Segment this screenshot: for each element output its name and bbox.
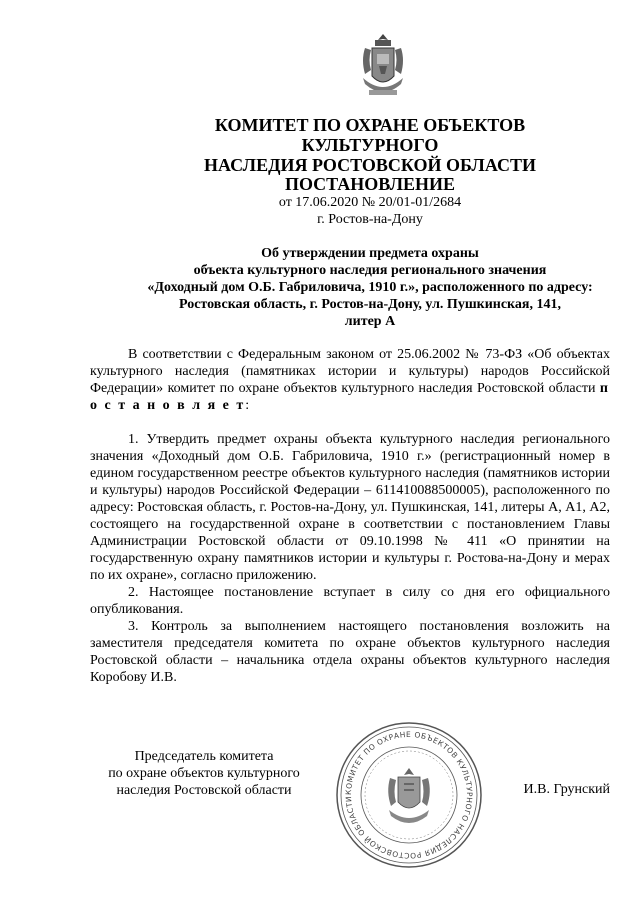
preamble-paragraph [90,346,610,414]
subject-line-4: Ростовская область, г. Ростов-на-Дону, ул. Пушкинская, 141, [179,297,561,312]
document-type: ПОСТАНОВЛЕНИЕ [284,174,456,194]
subject-line-2: объекта культурного наследия регионального значения [193,263,547,278]
clause-3: 3. Контроль за выполнением настоящего постановления возложить на заместителя председателя комитета по охране объектов культурного наследия Ростовской области – начальника отдела охраны объектов культурного наследия Коробову И.В. [90,619,610,685]
position-line-3: наследия Ростовской области [116,783,292,798]
subject-line-3: «Доходный дом О.Б. Габриловича, 1910 г.», расположенного по адресу: [147,280,593,295]
document-body [90,346,610,686]
document-city: г. Ростов-на-Дону [317,212,423,227]
signatory-position [98,748,310,799]
preamble-colon: : [245,398,250,413]
official-seal-icon [334,720,484,870]
preamble-text: В соответствии с Федеральным законом от 25.06.2002 № 73-ФЗ «Об объектах культурного наследия (памятниках истории и культуры) народов Российской Федерации» комитет по охране объектов культурного наследия Ростовской области [90,347,610,396]
document-number-date: от 17.06.2020 № 20/01-01/2684 [278,195,462,210]
coat-of-arms-icon [355,30,411,102]
clause-2: 2. Настоящее постановление вступает в силу со дня его официального опубликования. [90,585,610,617]
subject-line-1: Об утверждении предмета охраны [261,246,479,261]
document-subject [120,245,620,330]
decree-word: п о с т а н о в л я е т [90,381,610,413]
subject-line-5: литер А [344,314,396,329]
position-line-1: Председатель комитета [134,749,274,764]
committee-line-2: НАСЛЕДИЯ РОСТОВСКОЙ ОБЛАСТИ [204,155,536,175]
clause-1: 1. Утвердить предмет охраны объекта культурного наследия регионального значения «Доходный дом О.Б. Габриловича, 1910 г.» (регистрационный номер в едином государственном реестре объектов культурного наследия (памятников истории и культуры) народов Российской Федерации – 611410088500005), расположенного по адресу: Ростовская область, г. Ростов-на-Дону, ул. Пушкинская, 141, литеры А, А1, А2, состоящего на государственной охране в соответствии с постановлением Главы Администрации Ростовской области от 09.10.1998 № 411 «О принятии на государственную охрану памятников истории и культуры г. Ростова-на-Дону и мерах по их охране», согласно приложению. [90,432,610,583]
committee-header [150,115,590,175]
position-line-2: по охране объектов культурного [108,766,300,781]
signatory-name: И.В. Грунский [523,782,610,797]
committee-line-1: КОМИТЕТ ПО ОХРАНЕ ОБЪЕКТОВ КУЛЬТУРНОГО [214,115,526,155]
document-meta [250,194,490,228]
seal-text: КОМИТЕТ ПО ОХРАНЕ ОБЪЕКТОВ КУЛЬТУРНОГО НАСЛЕДИЯ РОСТОВСКОЙ ОБЛАСТИ [343,729,475,861]
